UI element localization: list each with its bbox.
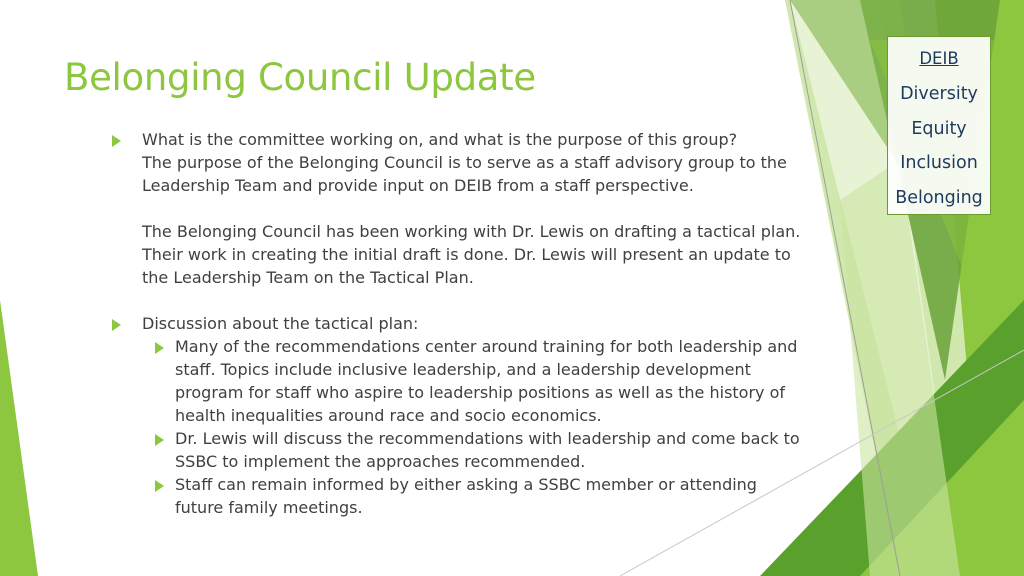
bullet-text-line: What is the committee working on, and what is the purpose of this group? (142, 130, 738, 149)
slide-title: Belonging Council Update (64, 56, 536, 99)
bullet-tactical-plan-discussion (112, 312, 802, 519)
bullet-committee-purpose (112, 128, 802, 289)
sub-bullet-text-line: future family meetings. (175, 498, 363, 517)
sub-bullet-stay-informed (142, 473, 802, 519)
sub-bullet-text-line: SSBC to implement the approaches recommended. (175, 452, 586, 471)
triangle-bullet-icon (155, 342, 164, 354)
triangle-bullet-icon (155, 434, 164, 446)
sub-bullet-training (142, 335, 802, 427)
slide-body (112, 128, 802, 519)
bullet-text-line: the Leadership Team on the Tactical Plan. (142, 268, 474, 287)
sub-bullet-text-line: staff. Topics include inclusive leadership, and a leadership development (175, 360, 751, 379)
sub-bullet-recommendations (142, 427, 802, 473)
triangle-bullet-icon (112, 319, 121, 331)
deib-heading: DEIB (919, 49, 959, 68)
sub-bullet-text-line: Dr. Lewis will discuss the recommendations with leadership and come back to (175, 429, 800, 448)
deib-legend-box (887, 36, 991, 215)
triangle-bullet-icon (155, 480, 164, 492)
sub-bullet-text-line: program for staff who aspire to leadership positions as well as the history of (175, 383, 786, 402)
deib-term-equity: Equity (911, 119, 967, 139)
bullet-text-line: The purpose of the Belonging Council is to serve as a staff advisory group to the (142, 153, 787, 172)
bullet-text-line: Discussion about the tactical plan: (142, 314, 419, 333)
triangle-bullet-icon (112, 135, 121, 147)
deib-term-inclusion: Inclusion (900, 153, 978, 173)
left-green-sliver (0, 300, 38, 576)
bullet-text-line: Their work in creating the initial draft is done. Dr. Lewis will present an update to (142, 245, 791, 264)
sub-bullet-text-line: Many of the recommendations center around training for both leadership and (175, 337, 798, 356)
sub-bullet-text-line: health inequalities around race and socio economics. (175, 406, 602, 425)
deib-term-belonging: Belonging (895, 188, 983, 208)
deib-term-diversity: Diversity (900, 84, 978, 104)
bullet-text-line: The Belonging Council has been working with Dr. Lewis on drafting a tactical plan. (142, 222, 801, 241)
bullet-text-line: Leadership Team and provide input on DEIB from a staff perspective. (142, 176, 694, 195)
sub-bullet-text-line: Staff can remain informed by either asking a SSBC member or attending (175, 475, 757, 494)
